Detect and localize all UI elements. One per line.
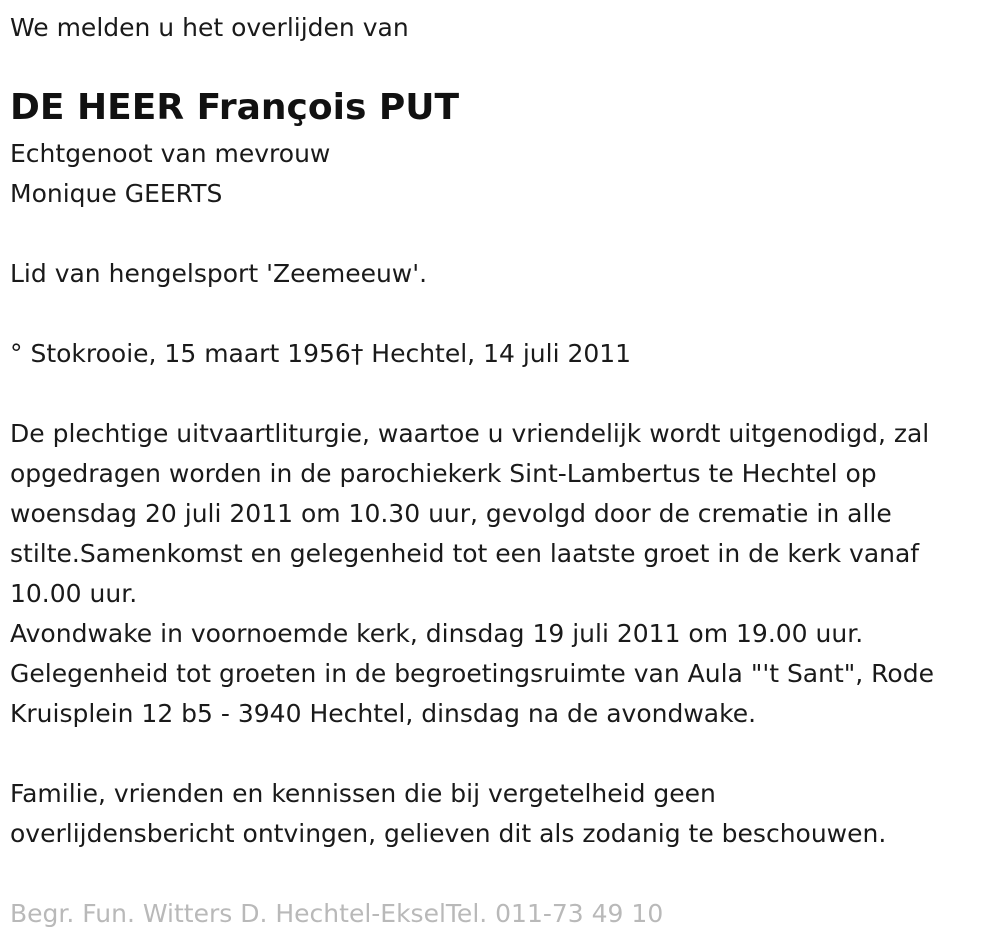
spacer — [10, 214, 990, 254]
notice-line: Familie, vrienden en kennissen die bij vergetelheid geen — [10, 779, 716, 808]
ceremony-line: Gelegenheid tot groeten in de begroetingsruimte van Aula "'t Sant", Rode — [10, 659, 934, 688]
ceremony-line: stilte.Samenkomst en gelegenheid tot een laatste groet in de kerk vanaf — [10, 539, 920, 568]
spacer — [10, 374, 990, 414]
funeral-home-footer: Begr. Fun. Witters D. Hechtel-EkselTel. 011-73 49 10 — [10, 899, 664, 928]
ceremony-line: Kruisplein 12 b5 - 3940 Hechtel, dinsdag na de avondwake. — [10, 699, 757, 728]
membership-text: Lid van hengelsport 'Zeemeeuw'. — [10, 259, 428, 288]
ceremony-paragraph — [10, 414, 990, 734]
intro-text: We melden u het overlijden van — [10, 13, 409, 42]
spouse-line-1: Echtgenoot van mevrouw — [10, 139, 331, 168]
birth-death-line: ° Stokrooie, 15 maart 1956† Hechtel, 14 juli 2011 — [10, 339, 632, 368]
ceremony-line: 10.00 uur. — [10, 579, 138, 608]
deceased-name: DE HEER François PUT — [10, 87, 460, 128]
ceremony-line: opgedragen worden in de parochiekerk Sint-Lambertus te Hechtel op — [10, 459, 877, 488]
ceremony-line: Avondwake in voornoemde kerk, dinsdag 19 juli 2011 om 19.00 uur. — [10, 619, 864, 648]
ceremony-line: De plechtige uitvaartliturgie, waartoe u vriendelijk wordt uitgenodigd, zal — [10, 419, 930, 448]
spacer — [10, 734, 990, 774]
spacer — [10, 854, 990, 894]
notice-paragraph — [10, 774, 990, 854]
spouse-line-2: Monique GEERTS — [10, 179, 223, 208]
notice-line: overlijdensbericht ontvingen, gelieven dit als zodanig te beschouwen. — [10, 819, 887, 848]
ceremony-line: woensdag 20 juli 2011 om 10.30 uur, gevolgd door de crematie in alle — [10, 499, 892, 528]
spacer — [10, 294, 990, 334]
